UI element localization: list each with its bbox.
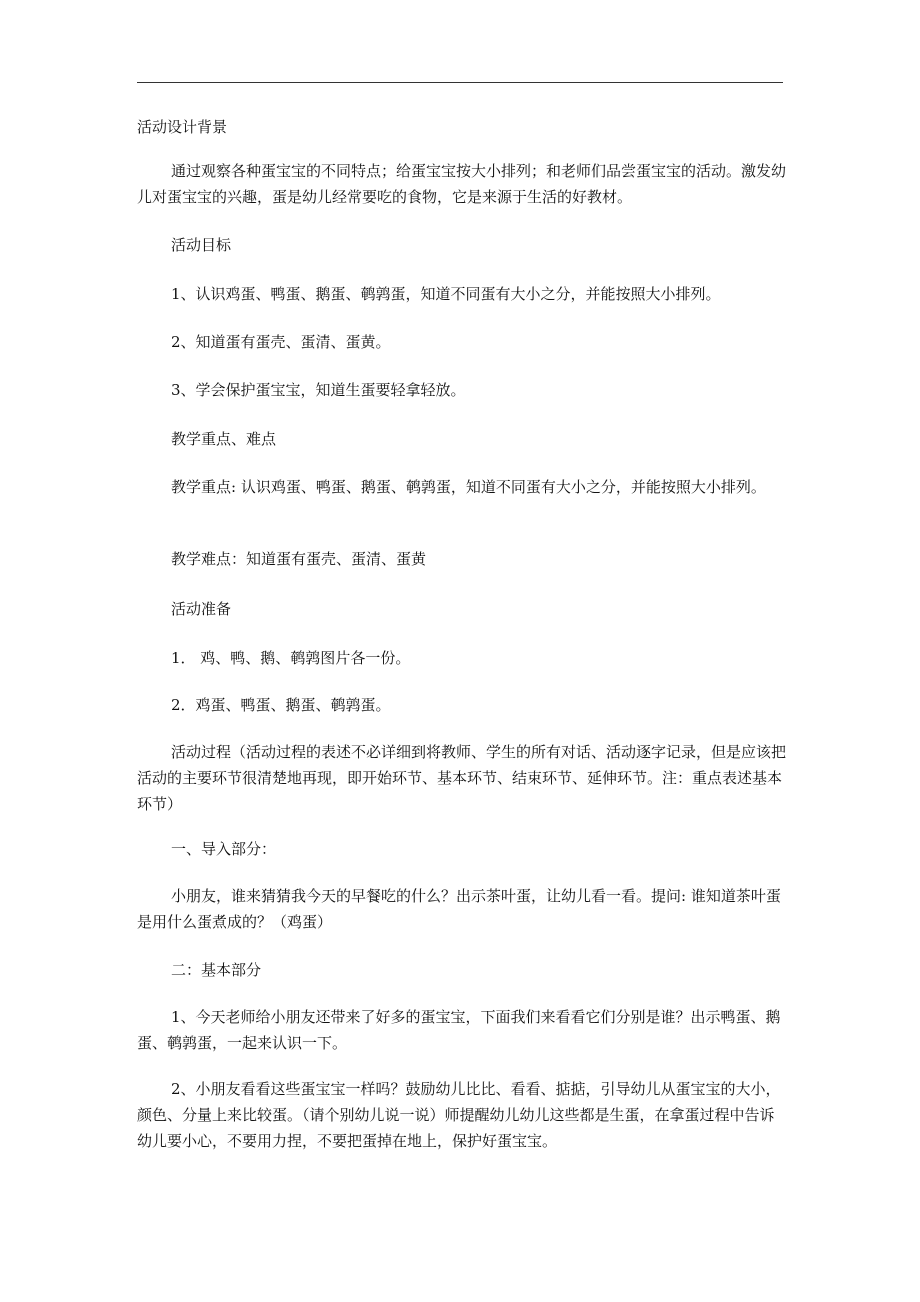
goal-item-2: 2、知道蛋有蛋壳、蛋清、蛋黄。 bbox=[171, 333, 391, 351]
goal-item-3: 3、学会保护蛋宝宝，知道生蛋要轻拿轻放。 bbox=[171, 381, 466, 399]
section-title-goals: 活动目标 bbox=[171, 236, 232, 254]
prep-item-2: 2．鸡蛋、鸭蛋、鹅蛋、鹌鹑蛋。 bbox=[171, 696, 391, 714]
background-paragraph: 通过观察各种蛋宝宝的不同特点；给蛋宝宝按大小排列；和老师们品尝蛋宝宝的活动。激发幼儿对蛋宝宝的兴趣，蛋是幼儿经常要吃的食物，它是来源于生活的好教材。 bbox=[137, 162, 787, 206]
part1-title: 一、导入部分： bbox=[171, 840, 277, 858]
header-rule bbox=[137, 82, 783, 83]
prep-item-1: 1． 鸡、鸭、鹅、鹌鹑图片各一份。 bbox=[171, 649, 411, 667]
key-point-paragraph: 教学重点: 认识鸡蛋、鸭蛋、鹅蛋、鹌鹑蛋，知道不同蛋有大小之分，并能按照大小排列。 bbox=[171, 478, 766, 496]
part2-title: 二：基本部分 bbox=[171, 961, 262, 979]
goal-item-1: 1、认识鸡蛋、鸭蛋、鹅蛋、鹌鹑蛋，知道不同蛋有大小之分，并能按照大小排列。 bbox=[171, 285, 721, 303]
process-intro-paragraph: 活动过程（活动过程的表述不必详细到将教师、学生的所有对话、活动逐字记录，但是应该把活动的主要环节很清楚地再现，即开始环节、基本环节、结束环节、延伸环节。注：重点表述基本环节） bbox=[137, 743, 787, 813]
section-title-background: 活动设计背景 bbox=[137, 118, 228, 136]
section-title-preparation: 活动准备 bbox=[171, 600, 232, 618]
part2-item-1: 1、今天老师给小朋友还带来了好多的蛋宝宝，下面我们来看看它们分别是谁？出示鸭蛋、鹅蛋、鹌鹑蛋，一起来认识一下。 bbox=[137, 1008, 781, 1052]
section-title-key-points: 教学重点、难点 bbox=[171, 430, 277, 448]
part2-item-2: 2、小朋友看看这些蛋宝宝一样吗？鼓励幼儿比比、看看、掂掂，引导幼儿从蛋宝宝的大小，颜色、分量上来比较蛋。（请个别幼儿说一说）师提醒幼儿幼儿这些都是生蛋，在拿蛋过程中告诉幼儿要小心，不要用力捏，不要把蛋掉在地上，保护好蛋宝宝。 bbox=[137, 1080, 781, 1150]
part1-paragraph: 小朋友，谁来猜猜我今天的早餐吃的什么？出示茶叶蛋，让幼儿看一看。提问: 谁知道茶叶蛋是用什么蛋煮成的？（鸡蛋） bbox=[137, 887, 781, 931]
difficult-point-paragraph: 教学难点：知道蛋有蛋壳、蛋清、蛋黄 bbox=[171, 550, 427, 568]
